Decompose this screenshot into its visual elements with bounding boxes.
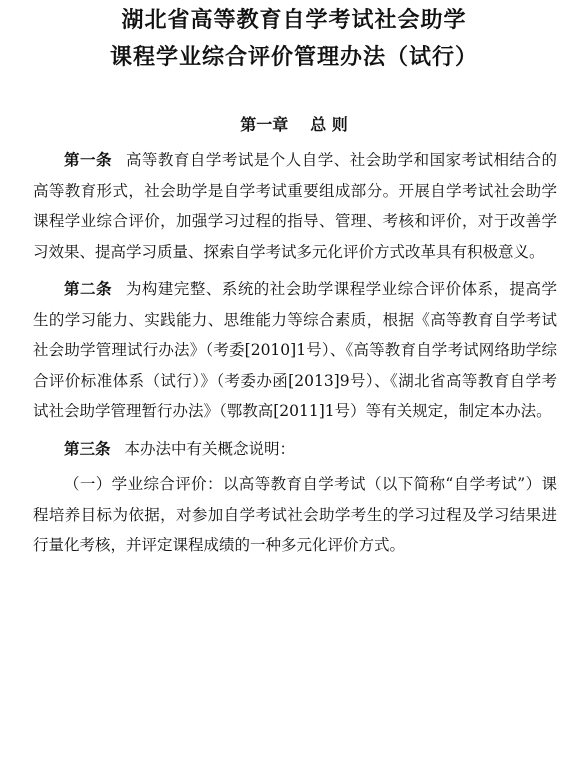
article-2: [33, 274, 557, 427]
article-label: 第三条: [64, 439, 111, 458]
article-label: 第一条: [64, 151, 112, 169]
article-label: 第二条: [64, 280, 112, 298]
article-1: [33, 145, 557, 267]
document-title-line-2: 课程学业综合评价管理办法（试行）: [109, 45, 478, 70]
chapter-number: 第一章: [240, 115, 289, 134]
chapter-heading: [0, 113, 588, 137]
clause-1: （一）学业综合评价：以高等教育自学考试（以下简称“自学考试”）课程培养目标为依据，对参加自学考试社会助学考生的学习过程及学习结果进行量化考核，并评定课程成绩的一种多元化评价方式。: [33, 475, 557, 554]
document-body: [33, 145, 557, 568]
article-text: 为构建完整、系统的社会助学课程学业综合评价体系，提高学生的学习能力、实践能力、思维能力等综合素质，根据《高等教育自学考试社会助学管理试行办法》（考委[2010]1号）、《高等教育自学考试网络助学综合评价标准体系（试行）》（考委办函[2013]9号）、《湖北省高等教育自学考试社会助学管理暂行办法》（鄂教高[2011]1号）等有关规定，制定本办法。: [33, 280, 557, 420]
article-3: [33, 434, 557, 465]
article-text: 本办法中有关概念说明：: [124, 439, 296, 458]
document-title-line-1: 湖北省高等教育自学考试社会助学: [121, 8, 467, 33]
chapter-name: 总 则: [310, 115, 348, 134]
article-text: 高等教育自学考试是个人自学、社会助学和国家考试相结合的高等教育形式，社会助学是自学考试重要组成部分。开展自学考试社会助学课程学业综合评价，加强学习过程的指导、管理、考核和评价，对于改善学习效果、提高学习质量、探索自学考试多元化评价方式改革具有积极意义。: [33, 151, 557, 261]
